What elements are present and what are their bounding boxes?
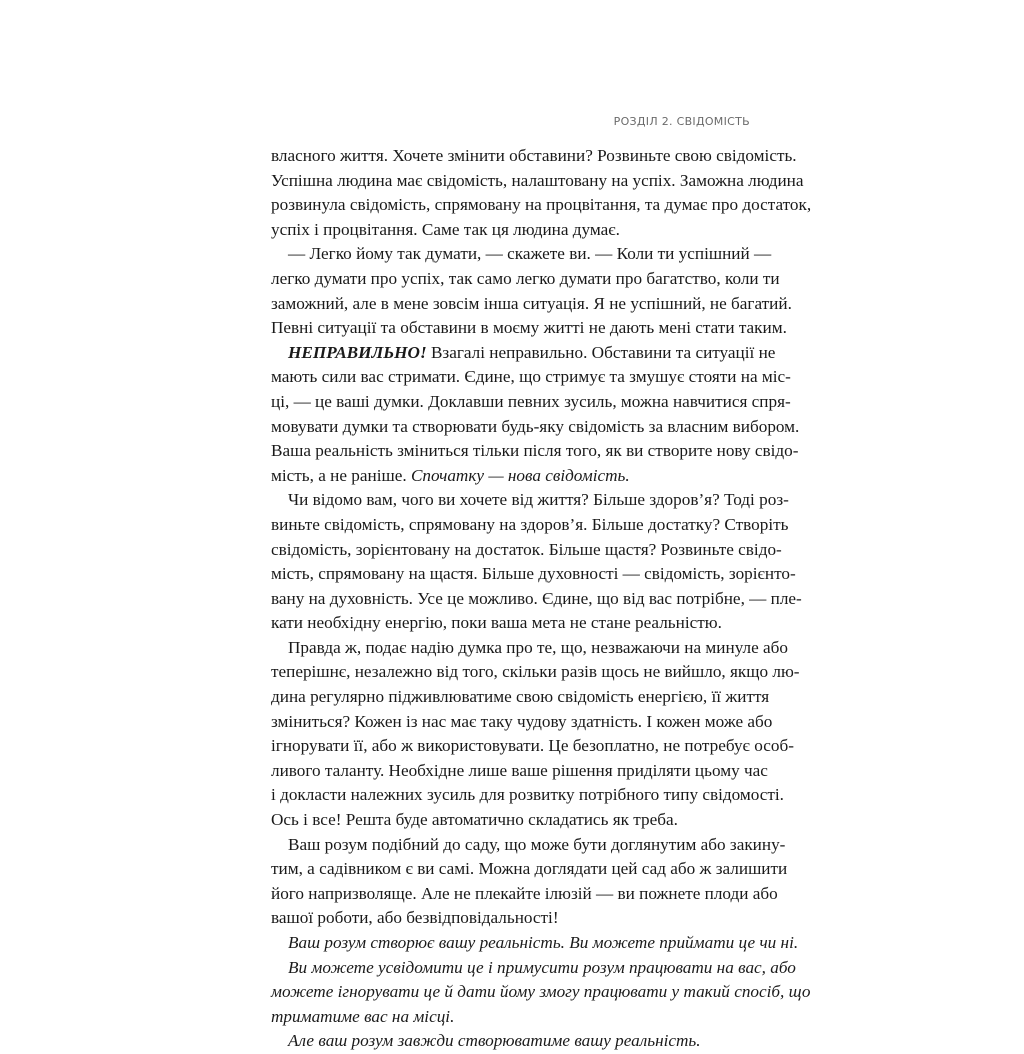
text-span: мовувати думки та створювати будь-яку свідомість за власним вибором. xyxy=(271,416,800,436)
text-line xyxy=(271,734,794,759)
text-span: вашої роботи, або безвідповідальності! xyxy=(271,908,559,928)
text-line xyxy=(271,488,789,513)
text-span: власного життя. Хочете змінити обставини? Розвиньте свою свідомість. xyxy=(271,146,797,165)
text-span: розвинула свідомість, спрямовану на процвітання, та думає про достаток, xyxy=(271,195,812,215)
emphasis-bold: НЕПРАВИЛЬНО! xyxy=(288,342,427,362)
text-span: Правда ж, подає надію думка про те, що, незважаючи на минуле або xyxy=(288,637,789,657)
text-span: ці, — це ваші думки. Доклавши певних зусиль, можна навчитися спря- xyxy=(271,391,791,411)
text-line xyxy=(271,267,780,292)
text-span: ігнорувати її, або ж використовувати. Це безоплатно, не потребує особ- xyxy=(271,736,794,756)
text-span: Ваш розум подібний до саду, що може бути доглянутим або закину- xyxy=(288,834,786,854)
text-line xyxy=(271,292,792,317)
text-span: свідомість, зорієнтовану на достаток. Більше щастя? Розвиньте свідо- xyxy=(271,539,782,559)
text-span: вану на духовність. Усе це можливо. Єдине, що від вас потрібне, — пле- xyxy=(271,588,802,608)
text-span: Чи відомо вам, чого ви хочете від життя? Більше здоров’я? Тоді роз- xyxy=(288,490,789,510)
text-line xyxy=(271,242,772,267)
page-body-text xyxy=(271,144,812,1054)
text-line xyxy=(271,562,796,587)
text-line xyxy=(271,882,778,907)
emphasis-italic: можете ігнорувати це й дати йому змогу працювати у такий спосіб, що xyxy=(271,982,811,1002)
text-line xyxy=(271,169,804,194)
text-line xyxy=(271,710,773,735)
text-span: теперішнє, незалежно від того, скільки разів щось не вийшло, якщо лю- xyxy=(271,662,800,682)
running-header: РОЗДІЛ 2. СВІДОМІСТЬ xyxy=(613,115,750,128)
text-line xyxy=(271,365,791,390)
text-line xyxy=(271,857,788,882)
text-span: виньте свідомість, спрямовану на здоров’я. Більше достатку? Створіть xyxy=(271,514,789,534)
text-line xyxy=(271,341,776,366)
text-span: ливого таланту. Необхідне лише ваше рішення приділяти цьому час xyxy=(271,760,768,780)
text-line xyxy=(271,783,784,808)
text-line xyxy=(271,759,768,784)
text-line xyxy=(271,660,800,685)
text-span: дина регулярно підживлюватиме свою свідомість енергією, її життя xyxy=(271,687,770,707)
text-line xyxy=(271,980,811,1005)
text-span: успіх і процвітання. Саме так ця людина думає. xyxy=(271,219,620,239)
text-line xyxy=(271,906,750,931)
text-line xyxy=(271,390,791,415)
text-span: мають сили вас стримати. Єдине, що стримує та змушує стояти на міс- xyxy=(271,367,791,387)
text-span: Взагалі неправильно. Обставини та ситуації не xyxy=(426,342,776,362)
text-span: мість, а не раніше. xyxy=(271,465,411,485)
text-line xyxy=(271,956,796,981)
text-span: Успішна людина має свідомість, налаштовану на успіх. Заможна людина xyxy=(271,170,804,190)
text-span: тим, а садівником є ви самі. Можна доглядати цей сад або ж залишити xyxy=(271,859,788,879)
text-line xyxy=(271,538,782,563)
text-line xyxy=(271,193,812,218)
emphasis-italic: триматиме вас на місці. xyxy=(271,1006,455,1026)
text-line xyxy=(271,636,789,661)
text-line xyxy=(271,464,750,489)
text-span: мість, спрямовану на щастя. Більше духовності — свідомість, зорієнто- xyxy=(271,564,796,584)
text-line xyxy=(271,439,799,464)
text-line xyxy=(271,1005,750,1030)
text-line xyxy=(271,218,750,243)
text-span: зміниться? Кожен із нас має таку чудову здатність. І кожен може або xyxy=(271,711,773,731)
emphasis-italic: Спочатку — нова свідомість. xyxy=(410,465,630,485)
text-span: Ваша реальність зміниться тільки після того, як ви створите нову свідо- xyxy=(271,441,799,461)
text-line xyxy=(271,513,789,538)
emphasis-italic: Але ваш розум завжди створюватиме вашу реальність. xyxy=(288,1031,701,1051)
text-span: Певні ситуації та обставини в моєму житті не дають мені стати таким. xyxy=(271,318,787,338)
emphasis-italic: Ваш розум створює вашу реальність. Ви можете приймати це чи ні. xyxy=(288,933,799,952)
text-line xyxy=(271,685,770,710)
emphasis-italic: Ви можете усвідомити це і примусити розум працювати на вас, або xyxy=(288,957,796,977)
text-span: заможний, але в мене зовсім інша ситуація. Я не успішний, не багатий. xyxy=(271,293,792,313)
text-line xyxy=(271,144,797,169)
text-line xyxy=(271,611,750,636)
text-line xyxy=(271,587,802,612)
text-span: — Легко йому так думати, — скажете ви. — Коли ти успішний — xyxy=(288,244,772,264)
text-line xyxy=(271,833,786,858)
text-line xyxy=(271,1029,750,1054)
text-line xyxy=(271,808,750,833)
text-span: його напризволяще. Але не плекайте ілюзій — ви пожнете плоди або xyxy=(271,883,778,903)
text-span: легко думати про успіх, так само легко думати про багатство, коли ти xyxy=(271,268,780,288)
text-span: і докласти належних зусиль для розвитку потрібного типу свідомості. xyxy=(271,785,784,805)
text-line xyxy=(271,931,799,956)
text-line xyxy=(271,415,800,440)
text-span: Ось і все! Решта буде автоматично складатись як треба. xyxy=(271,810,678,830)
text-line xyxy=(271,316,787,341)
text-span: кати необхідну енергію, поки ваша мета не стане реальністю. xyxy=(271,613,722,633)
